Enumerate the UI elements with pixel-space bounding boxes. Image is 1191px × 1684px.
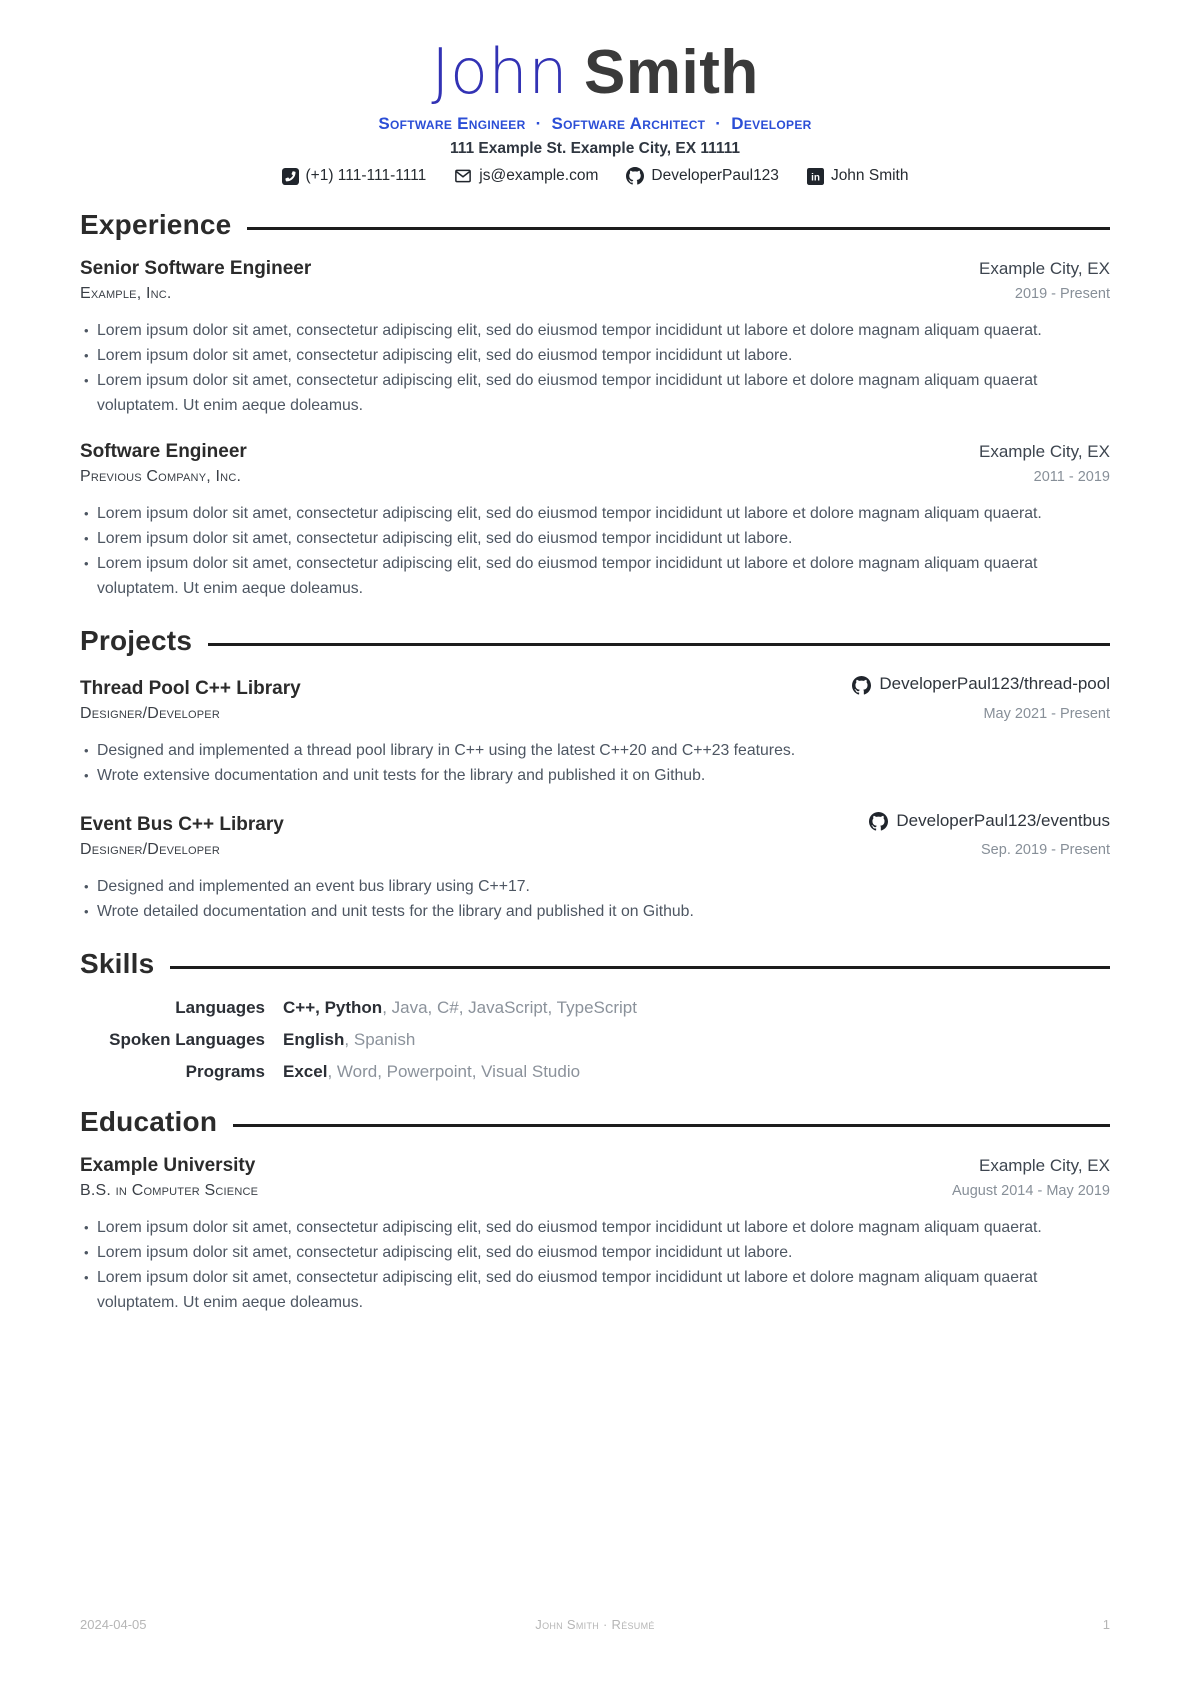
section-skills [80, 949, 1110, 1082]
repo-name: DeveloperPaul123/eventbus [896, 810, 1110, 830]
experience-entry [80, 258, 1110, 418]
taglines [80, 114, 1110, 134]
footer-title: John Smith · Résumé [535, 1617, 655, 1632]
full-name [80, 35, 1110, 108]
project-title: Event Bus C++ Library [80, 814, 284, 836]
section-rule [170, 966, 1110, 969]
section-experience [80, 210, 1110, 601]
footer-date: 2024-04-05 [80, 1617, 147, 1632]
degree-name: B.S. in Computer Science [80, 1181, 259, 1199]
bullet-item: • Lorem ipsum dolor sit amet, consectetur adipiscing elit, sed do eiusmod tempor incididunt ut labore et dolore magnam aliquam quaerat. [84, 501, 1110, 526]
bullet-item: • Lorem ipsum dolor sit amet, consectetur adipiscing elit, sed do eiusmod tempor incididunt ut labore. [84, 1240, 1110, 1265]
project-title: Thread Pool C++ Library [80, 677, 301, 699]
first-name: John [431, 35, 569, 108]
resume-header [80, 35, 1110, 185]
job-bullets [80, 501, 1110, 601]
education-entry [80, 1155, 1110, 1315]
bullet-item: • Lorem ipsum dolor sit amet, consectetur adipiscing elit, sed do eiusmod tempor incididunt ut labore et dolore magnam aliquam quaerat voluptatem. Ut enim aeque doleamus. [84, 368, 1110, 418]
bullet-item: • Wrote detailed documentation and unit tests for the library and published it on Github. [84, 899, 1110, 924]
section-title: Skills [80, 948, 155, 980]
job-dates: 2011 - 2019 [1033, 469, 1110, 486]
skill-category-label: Programs [185, 1061, 265, 1081]
bullet-item: • Lorem ipsum dolor sit amet, consectetur adipiscing elit, sed do eiusmod tempor incididunt ut labore et dolore magnam aliquam quaerat. [84, 318, 1110, 343]
section-education [80, 1107, 1110, 1315]
github-icon [626, 167, 644, 185]
skill-rest: , Java, C#, JavaScript, TypeScript [382, 997, 637, 1017]
company-name: Example, Inc. [80, 285, 172, 303]
skill-values [283, 998, 637, 1018]
skill-row [80, 998, 1110, 1018]
skill-highlight: English [283, 1029, 345, 1049]
project-dates: May 2021 - Present [983, 705, 1110, 722]
skill-rest: , Word, Powerpoint, Visual Studio [327, 1061, 581, 1081]
project-entry [80, 811, 1110, 925]
skills-table [80, 998, 1110, 1082]
project-entry [80, 674, 1110, 788]
project-dates: Sep. 2019 - Present [981, 842, 1110, 859]
github-icon [869, 811, 888, 830]
project-role: Designer/Developer [80, 841, 220, 859]
experience-entry [80, 441, 1110, 601]
job-location: Example City, EX [978, 442, 1110, 462]
project-repo-link[interactable] [869, 811, 1110, 831]
email-address: js@example.com [479, 167, 599, 185]
project-bullets [80, 738, 1110, 788]
phone-link[interactable] [282, 167, 427, 185]
tagline: Software Engineer [378, 114, 526, 134]
job-bullets [80, 318, 1110, 418]
email-link[interactable] [454, 167, 598, 185]
tagline-separator: · [715, 114, 722, 134]
phone-icon [282, 168, 299, 185]
bullet-item: • Lorem ipsum dolor sit amet, consectetur adipiscing elit, sed do eiusmod tempor incididunt ut labore et dolore magnam aliquam quaerat voluptatem. Ut enim aeque doleamus. [84, 551, 1110, 601]
school-location: Example City, EX [978, 1155, 1110, 1175]
section-rule [233, 1124, 1110, 1127]
section-title: Education [80, 1105, 218, 1137]
project-role: Designer/Developer [80, 704, 220, 722]
company-name: Previous Company, Inc. [80, 468, 242, 486]
bullet-item: • Lorem ipsum dolor sit amet, consectetur adipiscing elit, sed do eiusmod tempor incididunt ut labore et dolore magnam aliquam quaerat voluptatem. Ut enim aeque doleamus. [84, 1265, 1110, 1315]
section-title: Projects [80, 625, 193, 657]
phone-number: (+1) 111-111-1111 [305, 167, 427, 185]
tagline: Developer [731, 114, 812, 134]
page-footer [80, 1617, 1110, 1632]
education-dates: August 2014 - May 2019 [952, 1182, 1110, 1199]
last-name: Smith [584, 38, 759, 107]
section-header [80, 626, 1110, 657]
email-icon [454, 167, 472, 185]
section-title: Experience [80, 209, 232, 241]
linkedin-name: John Smith [830, 167, 909, 185]
school-name: Example University [80, 1154, 256, 1176]
education-bullets [80, 1215, 1110, 1315]
skill-category-label: Spoken Languages [109, 1029, 265, 1049]
skill-row [80, 1062, 1110, 1082]
bullet-item: • Lorem ipsum dolor sit amet, consectetur adipiscing elit, sed do eiusmod tempor incididunt ut labore. [84, 526, 1110, 551]
skill-rest: , Spanish [344, 1029, 416, 1049]
skill-highlight: C++, Python [283, 997, 383, 1017]
linkedin-icon [807, 168, 824, 185]
github-handle: DeveloperPaul123 [651, 167, 779, 185]
job-title: Software Engineer [80, 441, 247, 463]
bullet-item: • Designed and implemented an event bus library using C++17. [84, 874, 1110, 899]
bullet-item: • Designed and implemented a thread pool library in C++ using the latest C++20 and C++23 features. [84, 738, 1110, 763]
footer-page-number: 1 [1102, 1617, 1110, 1632]
project-repo-link[interactable] [852, 674, 1110, 694]
skill-category-label: Languages [175, 997, 265, 1017]
github-profile-link[interactable] [626, 167, 779, 185]
section-header [80, 210, 1110, 241]
bullet-item: • Lorem ipsum dolor sit amet, consectetur adipiscing elit, sed do eiusmod tempor incididunt ut labore. [84, 343, 1110, 368]
skill-values [283, 1062, 580, 1082]
linkedin-profile-link[interactable] [807, 167, 909, 185]
section-projects [80, 626, 1110, 924]
skill-values [283, 1030, 415, 1050]
job-title: Senior Software Engineer [80, 258, 312, 280]
bullet-item: • Lorem ipsum dolor sit amet, consectetur adipiscing elit, sed do eiusmod tempor incididunt ut labore et dolore magnam aliquam quaerat. [84, 1215, 1110, 1240]
section-rule [247, 227, 1110, 230]
repo-name: DeveloperPaul123/thread-pool [879, 674, 1110, 694]
github-icon [852, 675, 871, 694]
section-header [80, 1107, 1110, 1138]
tagline-separator: · [535, 114, 542, 134]
tagline: Software Architect [551, 114, 706, 134]
job-dates: 2019 - Present [1014, 286, 1110, 303]
skill-row [80, 1030, 1110, 1050]
address: 111 Example St. Example City, EX 11111 [449, 140, 741, 158]
section-rule [208, 643, 1110, 646]
contact-row [80, 167, 1110, 185]
section-header [80, 949, 1110, 980]
bullet-item: • Wrote extensive documentation and unit tests for the library and published it on Github. [84, 763, 1110, 788]
skill-highlight: Excel [283, 1061, 328, 1081]
svg-text:in: in [811, 172, 820, 184]
project-bullets [80, 874, 1110, 924]
job-location: Example City, EX [978, 259, 1110, 279]
